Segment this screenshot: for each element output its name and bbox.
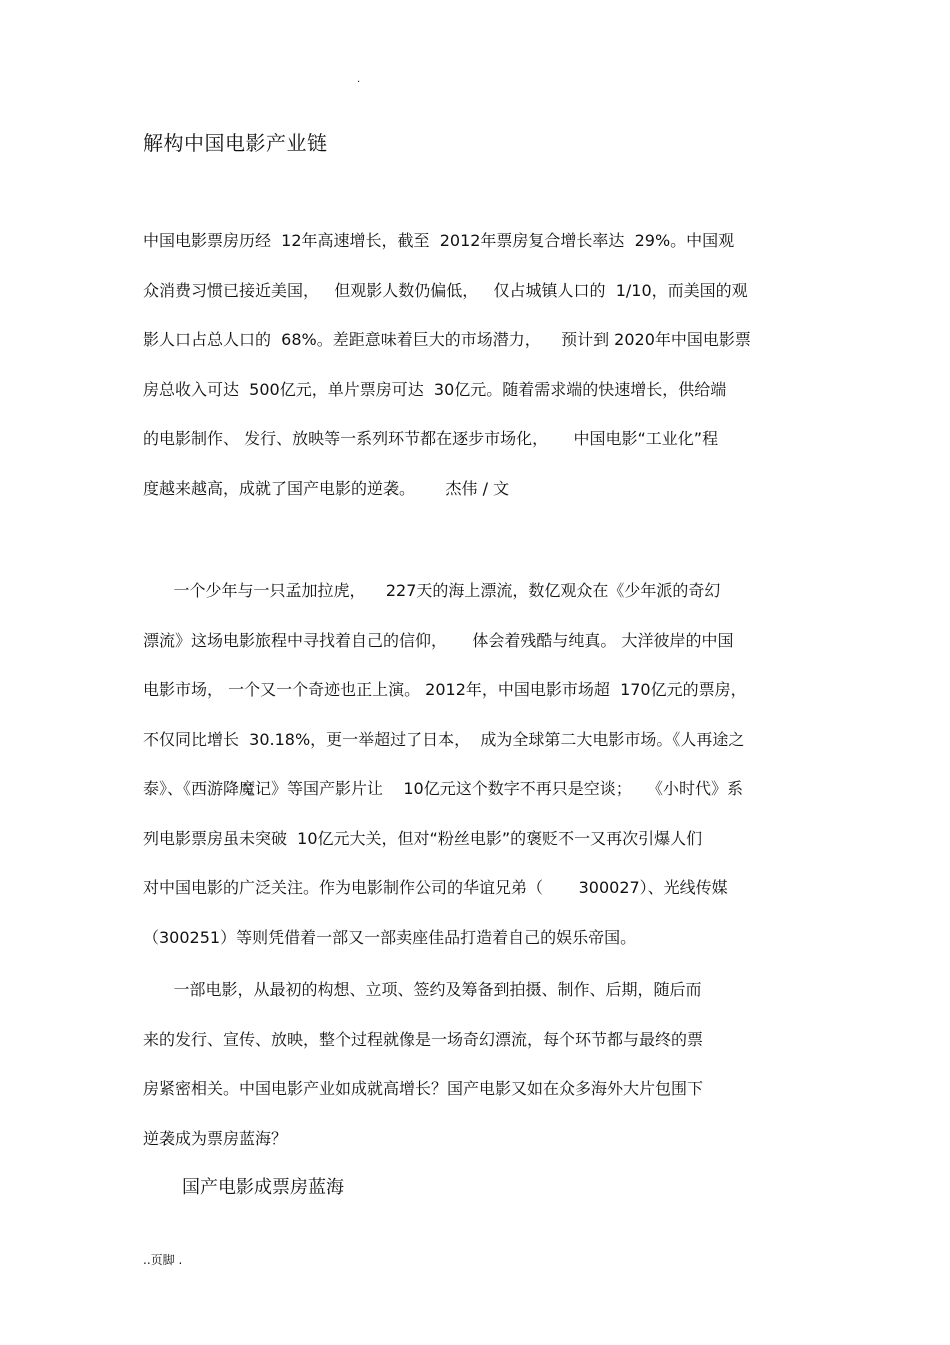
paragraph-line: 度越来越高，成就了国产电影的逆袭。 杰伟 / 文 [143, 478, 510, 498]
paragraph-line: 一个少年与一只孟加拉虎， 227天的海上漂流，数亿观众在《少年派的奇幻 [143, 581, 721, 600]
paragraph-line: （300251）等则凭借着一部又一部卖座佳品打造着自己的娱乐帝国。 [143, 927, 637, 947]
paragraph-line: 众消费习惯已接近美国， 但观影人数仍偏低， 仅占城镇人口的 1/10，而美国的观 [143, 280, 748, 300]
paragraph-line: 逆袭成为票房蓝海？ [143, 1128, 288, 1148]
document-title: 解构中国电影产业链 [143, 131, 328, 155]
paragraph-line: 房紧密相关。中国电影产业如成就高增长？国产电影又如在众多海外大片包围下 [143, 1079, 704, 1098]
paragraph-line: 列电影票房虽未突破 10亿元大关，但对“粉丝电影”的褒贬不一又再次引爆人们 [143, 828, 703, 848]
body-paragraph-1 [143, 566, 818, 962]
paragraph-line: 房总收入可达 500亿元，单片票房可达 30亿元。随着需求端的快速增长，供给端 [143, 379, 727, 399]
paragraph-line: 泰》、《西游降魔记》等国产影片让 10亿元这个数字不再只是空谈； 《小时代》系 [143, 779, 743, 798]
page-footer: ..页脚 . [143, 1253, 183, 1267]
paragraph-line: 中国电影票房历经 12年高速增长，截至 2012年票房复合增长率达 29%。中国观 [143, 231, 735, 250]
intro-paragraph [143, 216, 818, 513]
body-paragraph-2 [143, 965, 818, 1163]
paragraph-line: 影人口占总人口的 68%。差距意味着巨大的市场潜力， 预计到 2020年中国电影票 [143, 330, 751, 349]
header-mark: . [357, 74, 361, 85]
paragraph-line: 的电影制作、 发行、放映等一系列环节都在逐步市场化， 中国电影“工业化”程 [143, 429, 719, 448]
paragraph-line: 一部电影，从最初的构想、立项、签约及筹备到拍摄、制作、后期，随后而 [143, 980, 702, 999]
paragraph-line: 来的发行、宣传、放映，整个过程就像是一场奇幻漂流，每个环节都与最终的票 [143, 1029, 704, 1049]
section-subheading: 国产电影成票房蓝海 [182, 1177, 344, 1198]
paragraph-line: 对中国电影的广泛关注。作为电影制作公司的华谊兄弟（ 300027）、光线传媒 [143, 878, 728, 897]
paragraph-line: 漂流》这场电影旅程中寻找着自己的信仰， 体会着残酷与纯真。 大洋彼岸的中国 [143, 630, 734, 650]
paragraph-line: 不仅同比增长 30.18%，更一举超过了日本， 成为全球第二大电影市场。《人再途之 [143, 729, 745, 749]
paragraph-line: 电影市场， 一个又一个奇迹也正上演。 2012年，中国电影市场超 170亿元的票房， [143, 680, 747, 699]
